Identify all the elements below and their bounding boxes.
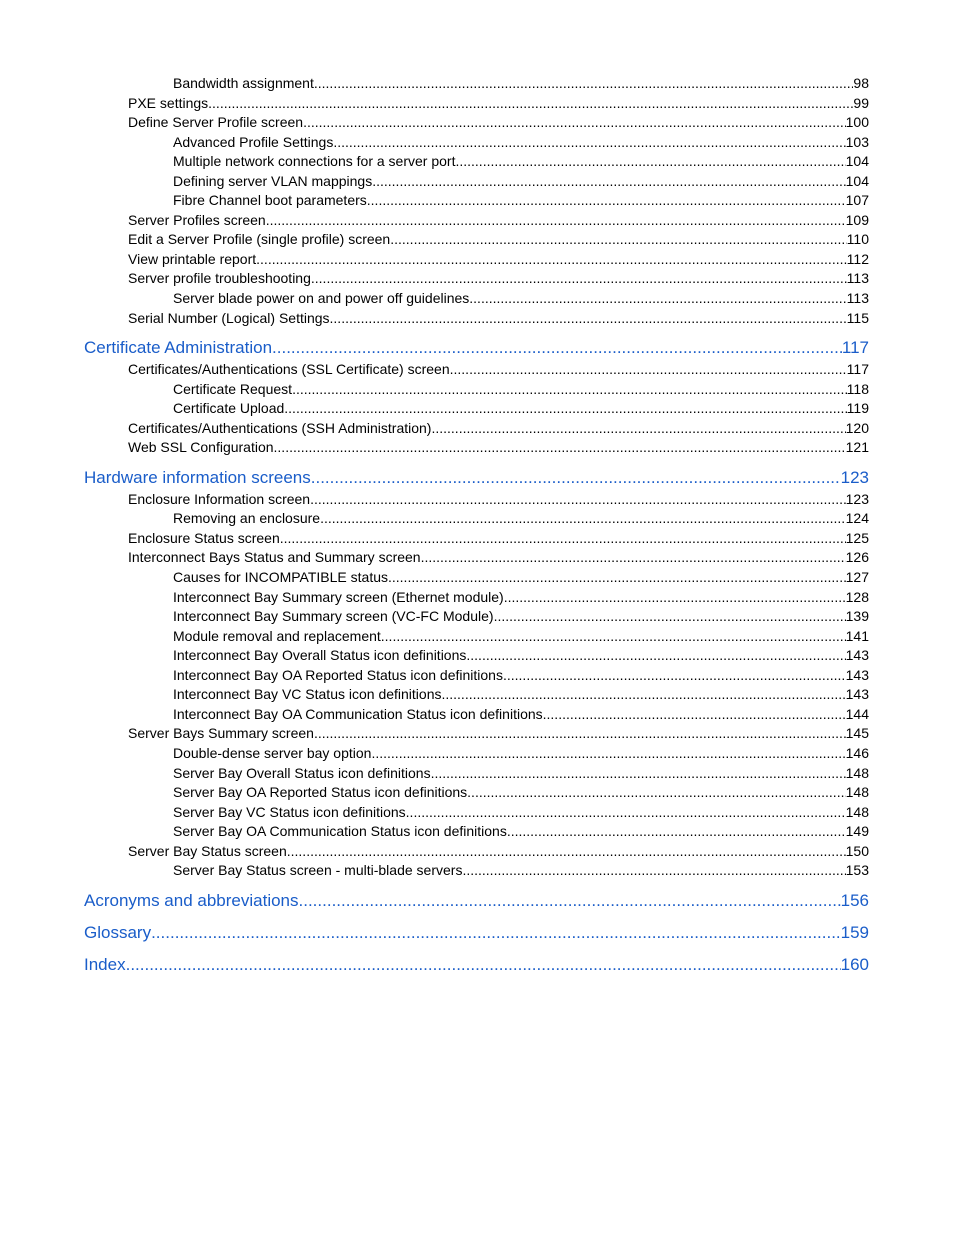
toc-entry-title: Causes for INCOMPATIBLE status (173, 569, 388, 586)
toc-section-entry[interactable] (84, 764, 869, 784)
toc-entry-page-number: 128 (845, 588, 869, 605)
toc-section-entry[interactable] (84, 289, 869, 309)
toc-entry-title: Server Bay OA Reported Status icon definitions (173, 784, 468, 801)
toc-entry-page-number: 148 (845, 784, 869, 801)
dot-leader (303, 113, 846, 133)
dot-leader (441, 685, 845, 705)
toc-section-entry[interactable] (84, 568, 869, 588)
toc-entry-page-number: 113 (846, 290, 869, 307)
toc-entry-title: Certificates/Authentications (SSH Administration) (128, 419, 432, 436)
toc-entry-title: Server profile troubleshooting (128, 270, 311, 287)
toc-entry-page-number: 113 (846, 270, 869, 287)
toc-section-entry[interactable] (84, 607, 869, 627)
toc-entry-title: Certificate Request (173, 380, 293, 397)
toc-entry-page-number: 143 (845, 647, 869, 664)
toc-entry-title: Web SSL Configuration (128, 439, 274, 456)
toc-entry-page-number: 99 (853, 94, 869, 111)
toc-section-entry[interactable] (84, 380, 869, 400)
dot-leader (462, 861, 845, 881)
toc-entry-page-number: 117 (846, 361, 869, 378)
toc-entry-page-number: 121 (845, 439, 869, 456)
toc-entry-page-number: 146 (845, 744, 869, 761)
toc-entry-page-number: 100 (845, 114, 869, 131)
toc-section-entry[interactable] (84, 490, 869, 510)
toc-entry-title: Server Bay VC Status icon definitions (173, 803, 406, 820)
dot-leader (272, 337, 842, 359)
toc-entry-page-number: 118 (846, 380, 869, 397)
toc-entry-page-number: 107 (845, 192, 869, 209)
toc-entry-title: Enclosure Information screen (128, 490, 311, 507)
toc-entry-title: Interconnect Bay OA Reported Status icon definitions (173, 666, 503, 683)
toc-section-entry[interactable] (84, 724, 869, 744)
toc-chapter-entry[interactable] (84, 337, 869, 359)
toc-section-entry[interactable] (84, 842, 869, 862)
toc-entry-title: Certificates/Authentications (SSL Certificate) screen (128, 361, 450, 378)
dot-leader (367, 191, 846, 211)
dot-leader (371, 744, 845, 764)
dot-leader (431, 419, 845, 439)
toc-entry-title: Interconnect Bay Overall Status icon definitions (173, 647, 467, 664)
toc-entry-title: Defining server VLAN mappings (173, 172, 373, 189)
toc-section-entry[interactable] (84, 666, 869, 686)
toc-entry-title: Enclosure Status screen (128, 529, 280, 546)
toc-section-entry[interactable] (84, 822, 869, 842)
dot-leader (126, 954, 841, 976)
toc-entry-title: Index (84, 954, 126, 974)
dot-leader (333, 133, 845, 153)
toc-entry-title: Glossary (84, 922, 152, 942)
dot-leader (450, 360, 847, 380)
toc-entry-page-number: 145 (845, 725, 869, 742)
toc-entry-page-number: 141 (845, 627, 869, 644)
dot-leader (467, 783, 845, 803)
toc-entry-page-number: 126 (845, 549, 869, 566)
toc-entry-page-number: 123 (840, 467, 869, 487)
dot-leader (494, 607, 846, 627)
toc-entry-title: Interconnect Bay Summary screen (VC-FC Module) (173, 608, 494, 625)
toc-entry-page-number: 143 (845, 666, 869, 683)
toc-entry-page-number: 150 (845, 842, 869, 859)
dot-leader (151, 922, 841, 944)
toc-section-entry[interactable] (84, 74, 869, 94)
toc-section-entry[interactable] (84, 94, 869, 114)
toc-entry-page-number: 148 (845, 803, 869, 820)
toc-entry-title: Hardware information screens (84, 467, 311, 487)
toc-section-entry[interactable] (84, 309, 869, 329)
toc-entry-page-number: 160 (840, 954, 869, 974)
toc-section-entry[interactable] (84, 861, 869, 881)
toc-entry-page-number: 120 (845, 419, 869, 436)
dot-leader (507, 822, 846, 842)
dot-leader (280, 529, 846, 549)
toc-entry-page-number: 104 (845, 153, 869, 170)
toc-entry-page-number: 123 (845, 490, 869, 507)
toc-section-entry[interactable] (84, 548, 869, 568)
toc-section-entry[interactable] (84, 783, 869, 803)
dot-leader (330, 309, 847, 329)
dot-leader (299, 890, 841, 912)
toc-section-entry[interactable] (84, 803, 869, 823)
toc-section-entry[interactable] (84, 588, 869, 608)
dot-leader (466, 646, 845, 666)
toc-section-entry[interactable] (84, 152, 869, 172)
dot-leader (503, 666, 846, 686)
dot-leader (431, 764, 846, 784)
toc-entry-page-number: 117 (841, 338, 869, 358)
toc-section-entry[interactable] (84, 509, 869, 529)
toc-entry-page-number: 144 (845, 705, 869, 722)
toc-section-entry[interactable] (84, 360, 869, 380)
toc-entry-page-number: 139 (845, 608, 869, 625)
dot-leader (310, 490, 846, 510)
toc-section-entry[interactable] (84, 438, 869, 458)
dot-leader (543, 705, 846, 725)
toc-entry-title: Acronyms and abbreviations (84, 890, 299, 910)
toc-entry-title: Edit a Server Profile (single profile) screen (128, 231, 391, 248)
toc-section-entry[interactable] (84, 113, 869, 133)
toc-section-entry[interactable] (84, 250, 869, 270)
dot-leader (469, 289, 846, 309)
dot-leader (311, 269, 847, 289)
toc-entry-title: Bandwidth assignment (173, 75, 314, 91)
dot-leader (266, 211, 846, 231)
toc-entry-page-number: 119 (846, 400, 869, 417)
toc-section-entry[interactable] (84, 744, 869, 764)
toc-section-entry[interactable] (84, 269, 869, 289)
toc-chapter-entry[interactable] (84, 954, 869, 976)
dot-leader (274, 438, 846, 458)
toc-entry-title: Server Bay Overall Status icon definitions (173, 764, 431, 781)
toc-entry-title: Define Server Profile screen (128, 114, 304, 131)
toc-chapter-entry[interactable] (84, 890, 869, 912)
toc-section-entry[interactable] (84, 133, 869, 153)
toc-entry-page-number: 149 (845, 823, 869, 840)
toc-entry-title: View printable report (128, 250, 257, 267)
toc-section-entry[interactable] (84, 646, 869, 666)
toc-entry-title: Advanced Profile Settings (173, 133, 334, 150)
dot-leader (421, 548, 846, 568)
toc-section-entry[interactable] (84, 627, 869, 647)
dot-leader (284, 399, 846, 419)
toc-entry-title: Server Bay Status screen (128, 842, 287, 859)
toc-entry-title: Server Bay OA Communication Status icon definitions (173, 823, 507, 840)
toc-entry-title: Server Profiles screen (128, 211, 266, 228)
dot-leader (314, 724, 846, 744)
toc-section-entry[interactable] (84, 211, 869, 231)
toc-entry-page-number: 143 (845, 686, 869, 703)
toc-entry-page-number: 156 (840, 890, 869, 910)
toc-chapter-entry[interactable] (84, 467, 869, 489)
dot-leader (287, 842, 846, 862)
toc-entry-page-number: 104 (845, 172, 869, 189)
dot-leader (208, 94, 853, 114)
toc-section-entry[interactable] (84, 419, 869, 439)
toc-entry-title: Server Bays Summary screen (128, 725, 314, 742)
toc-entry-page-number: 110 (846, 231, 869, 248)
dot-leader (390, 230, 846, 250)
toc-entry-title: Double-dense server bay option (173, 744, 372, 761)
toc-section-entry[interactable] (84, 529, 869, 549)
toc-section-entry[interactable] (84, 230, 869, 250)
dot-leader (406, 803, 846, 823)
toc-entry-page-number: 159 (840, 922, 869, 942)
toc-entry-title: Certificate Upload (173, 400, 285, 417)
dot-leader (292, 380, 847, 400)
toc-section-entry[interactable] (84, 705, 869, 725)
dot-leader (455, 152, 845, 172)
toc-entry-page-number: 148 (845, 764, 869, 781)
toc-entry-title: Server Bay Status screen - multi-blade servers (173, 862, 463, 879)
toc-entry-page-number: 109 (845, 211, 869, 228)
toc-entry-page-number: 127 (845, 569, 869, 586)
toc-entry-title: Serial Number (Logical) Settings (128, 309, 330, 326)
dot-leader (311, 467, 841, 489)
toc-entry-page-number: 103 (845, 133, 869, 150)
toc-section-entry[interactable] (84, 399, 869, 419)
toc-entry-title: Interconnect Bay OA Communication Status icon definitions (173, 705, 543, 722)
toc-entry-title: Removing an enclosure (173, 510, 321, 527)
toc-entry-title: Interconnect Bays Status and Summary screen (128, 549, 421, 566)
dot-leader (388, 568, 846, 588)
dot-leader (381, 627, 846, 647)
toc-entry-title: Interconnect Bay Summary screen (Ethernet module) (173, 588, 504, 605)
toc-section-entry[interactable] (84, 172, 869, 192)
dot-leader (320, 509, 846, 529)
toc-section-entry[interactable] (84, 685, 869, 705)
toc-entry-page-number: 98 (853, 75, 869, 91)
table-of-contents (84, 74, 869, 977)
toc-entry-page-number: 125 (845, 529, 869, 546)
toc-entry-page-number: 112 (846, 250, 869, 267)
toc-entry-title: Fibre Channel boot parameters (173, 192, 367, 209)
toc-entry-title: Multiple network connections for a server port (173, 153, 456, 170)
toc-entry-title: Server blade power on and power off guidelines (173, 290, 470, 307)
toc-chapter-entry[interactable] (84, 922, 869, 944)
dot-leader (314, 74, 854, 94)
toc-entry-page-number: 153 (845, 862, 869, 879)
dot-leader (256, 250, 847, 270)
toc-entry-title: PXE settings (128, 94, 209, 111)
dot-leader (504, 588, 846, 608)
toc-section-entry[interactable] (84, 191, 869, 211)
dot-leader (372, 172, 845, 192)
toc-entry-title: Module removal and replacement (173, 627, 381, 644)
toc-entry-title: Interconnect Bay VC Status icon definitions (173, 686, 442, 703)
toc-entry-page-number: 124 (845, 510, 869, 527)
toc-entry-page-number: 115 (846, 309, 869, 326)
toc-entry-title: Certificate Administration (84, 338, 273, 358)
